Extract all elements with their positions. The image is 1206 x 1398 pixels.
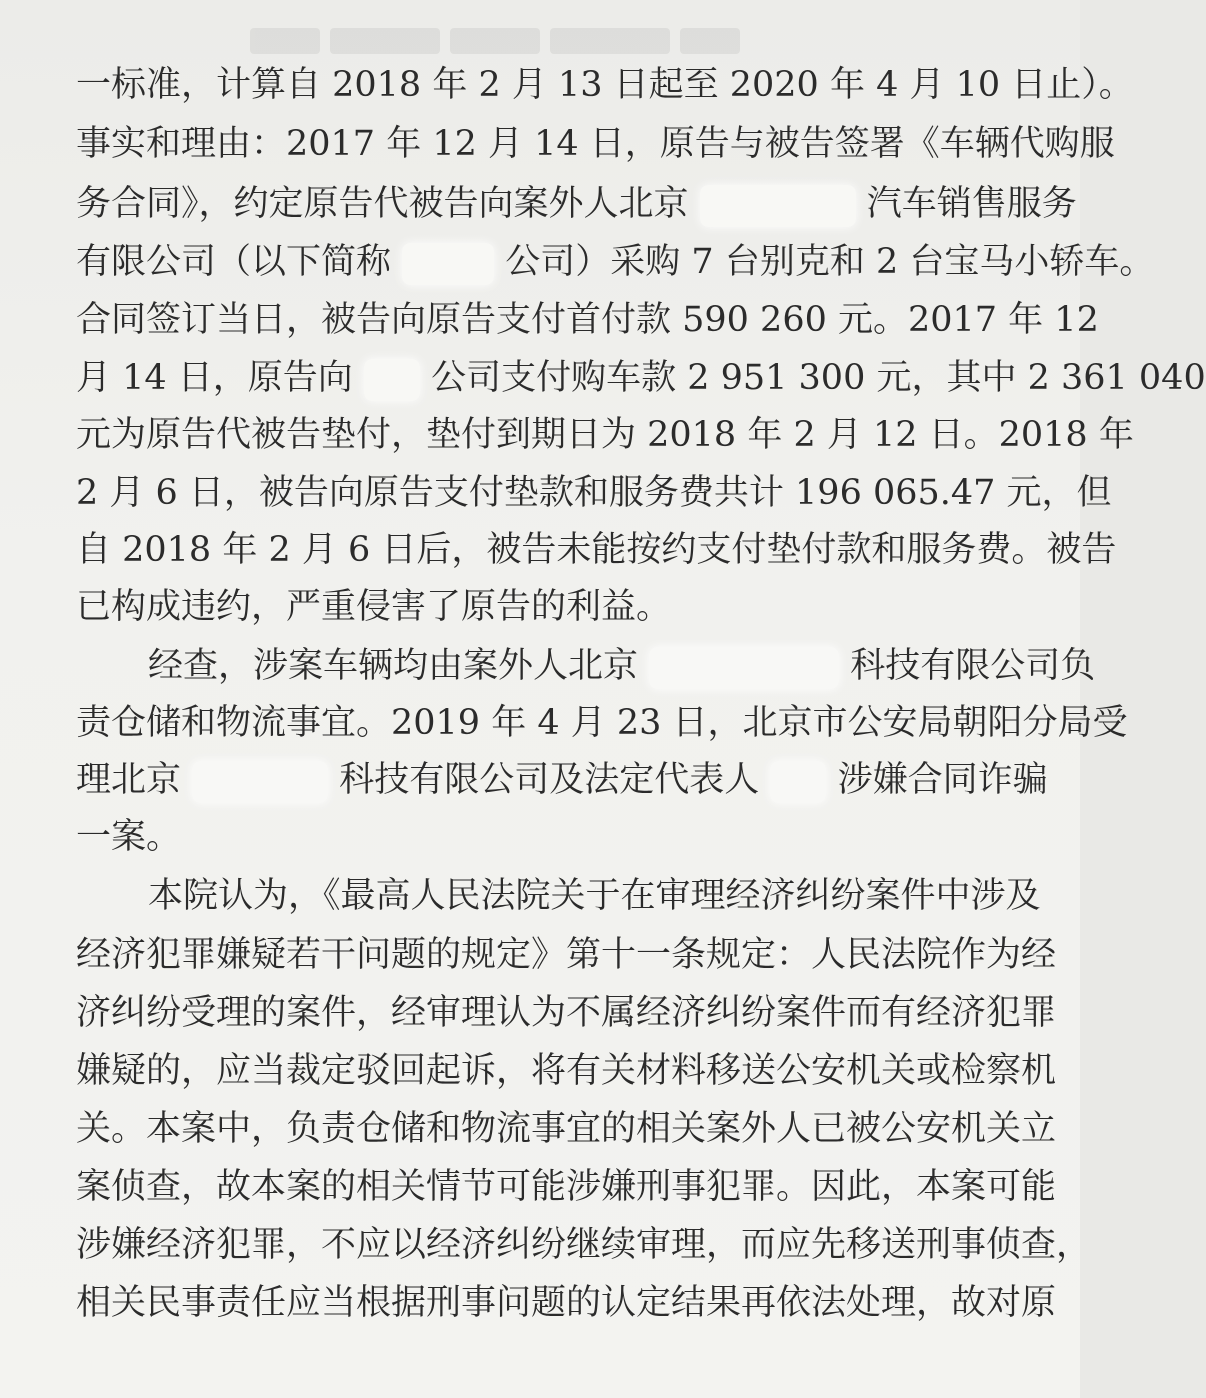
text-line (76, 1041, 1056, 1101)
text-line (76, 807, 181, 867)
text-segment: 相关民事责任应当根据刑事问题的认定结果再依法处理，故对原 (76, 1283, 1057, 1323)
text-line (148, 866, 1041, 926)
text-segment: 嫌疑的，应当裁定驳回起诉，将有关材料移送公安机关或检察机 (76, 1051, 1057, 1091)
text-line (76, 1099, 1056, 1159)
text-line (76, 114, 1115, 174)
text-segment: 经查，涉案车辆均由案外人北京 (148, 646, 639, 686)
text-line (76, 290, 1099, 350)
text-line (76, 1215, 1091, 1275)
text-segment: 已构成违约，严重侵害了原告的利益。 (76, 587, 672, 627)
text-segment: 月 14 日，原告向 (76, 358, 353, 398)
text-segment: 案侦查，故本案的相关情节可能涉嫌刑事犯罪。因此，本案可能 (76, 1167, 1057, 1207)
text-line (76, 1157, 1056, 1217)
text-line (76, 693, 1128, 753)
text-segment: 元为原告代被告垫付，垫付到期日为 2018 年 2 月 12 日。2018 年 (76, 415, 1134, 455)
text-line (76, 232, 1154, 292)
text-line (76, 174, 1077, 234)
text-segment: 公司支付购车款 2 951 300 元，其中 2 361 040 (431, 358, 1206, 398)
text-segment: 科技有限公司及法定代表人 (339, 760, 760, 800)
text-segment: 一标准，计算自 2018 年 2 月 13 日起至 2020 年 4 月 10 日止）。 (76, 65, 1134, 105)
text-segment: 理北京 (76, 760, 182, 800)
text-segment: 合同签订当日，被告向原告支付首付款 590 260 元。2017 年 12 (76, 300, 1099, 340)
text-segment: 科技有限公司负 (850, 646, 1096, 686)
text-line (76, 55, 1134, 115)
redaction-mark (770, 761, 826, 803)
redaction-mark (402, 243, 494, 285)
text-segment: 涉嫌合同诈骗 (837, 760, 1048, 800)
text-segment: 济纠纷受理的案件，经审理认为不属经济纠纷案件而有经济犯罪 (76, 993, 1057, 1033)
text-segment: 公司）采购 7 台别克和 2 台宝马小轿车。 (505, 242, 1155, 282)
text-segment: 本院认为，《最高人民法院关于在审理经济纠纷案件中涉及 (148, 876, 1041, 916)
redaction-mark (700, 185, 856, 227)
text-line (76, 925, 1056, 985)
text-segment: 一案。 (76, 817, 182, 857)
text-segment: 务合同》，约定原告代被告向案外人北京 (76, 184, 689, 224)
text-line (76, 463, 1112, 523)
text-line (76, 750, 1048, 810)
redaction-mark (192, 761, 328, 803)
text-segment: 自 2018 年 2 月 6 日后，被告未能按约支付垫付款和服务费。被告 (76, 530, 1117, 570)
text-segment: 关。本案中，负责仓储和物流事宜的相关案外人已被公安机关立 (76, 1109, 1057, 1149)
text-segment: 责仓储和物流事宜。2019 年 4 月 23 日，北京市公安局朝阳分局受 (76, 703, 1128, 743)
text-line (76, 405, 1134, 465)
redaction-mark (364, 359, 420, 401)
text-segment: 涉嫌经济犯罪，不应以经济纠纷继续审理，而应先移送刑事侦查， (76, 1225, 1092, 1265)
text-segment: 经济犯罪嫌疑若干问题的规定》第十一条规定：人民法院作为经 (76, 935, 1057, 975)
text-line (76, 520, 1116, 580)
text-line (76, 577, 671, 637)
text-segment: 事实和理由：2017 年 12 月 14 日，原告与被告签署《车辆代购服 (76, 124, 1115, 164)
text-line (76, 983, 1056, 1043)
text-segment: 汽车销售服务 (866, 184, 1077, 224)
text-line (148, 636, 1095, 696)
text-line (76, 1273, 1056, 1333)
text-segment: 2 月 6 日，被告向原告支付垫款和服务费共计 196 065.47 元，但 (76, 473, 1112, 513)
text-segment: 有限公司（以下简称 (76, 242, 392, 282)
text-line (76, 348, 1206, 408)
redaction-mark (649, 647, 839, 689)
